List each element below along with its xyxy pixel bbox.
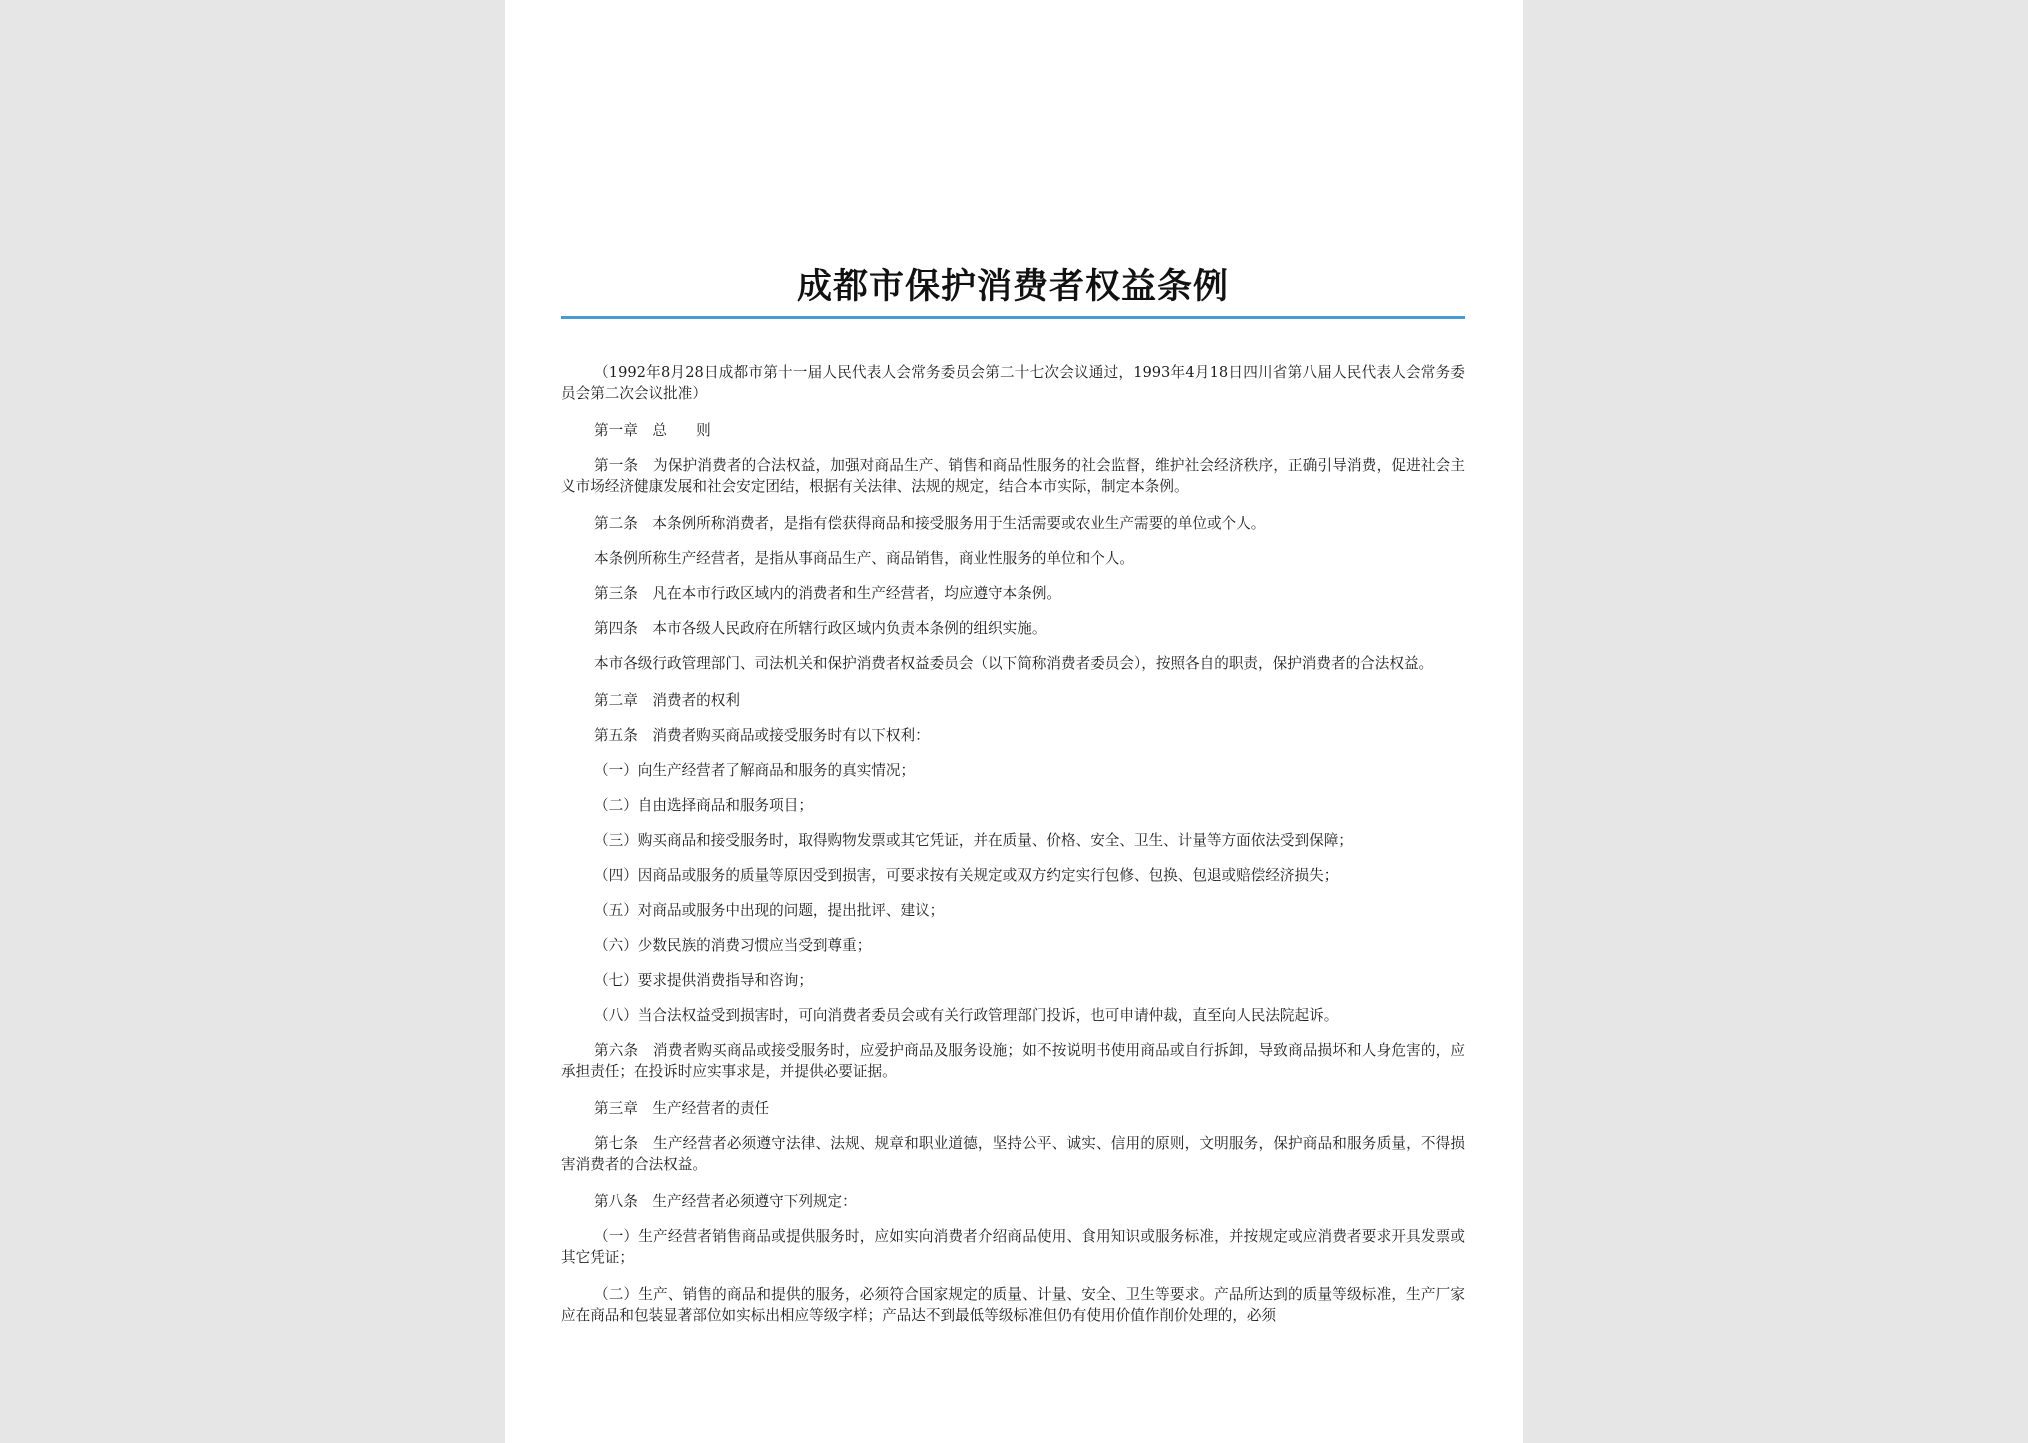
list-item: （三）购买商品和接受服务时，取得购物发票或其它凭证，并在质量、价格、安全、卫生、计量等方面依法受到保障； xyxy=(594,832,1353,849)
list-item: （二）自由选择商品和服务项目； xyxy=(594,797,813,814)
chapter-heading: 第一章 总 则 xyxy=(594,422,711,439)
article-paragraph: 第一条 为保护消费者的合法权益，加强对商品生产、销售和商品性服务的社会监督，维护社会经济秩序，正确引导消费，促进社会主义市场经济健康发展和社会安定团结，根据有关法律、法规的规定，结合本市实际，制定本条例。 xyxy=(561,457,1465,495)
adoption-note: （1992年8月28日成都市第十一届人民代表人会常务委员会第二十七次会议通过，1993年4月18日四川省第八届人民代表人会常务委员会第二次会议批准） xyxy=(561,364,1465,402)
list-item: （一）向生产经营者了解商品和服务的真实情况； xyxy=(594,762,916,779)
chapter-heading: 第三章 生产经营者的责任 xyxy=(594,1100,770,1117)
title-underline xyxy=(561,316,1465,319)
article-paragraph: 第三条 凡在本市行政区域内的消费者和生产经营者，均应遵守本条例。 xyxy=(594,585,1062,602)
list-item: （四）因商品或服务的质量等原因受到损害，可要求按有关规定或双方约定实行包修、包换、包退或赔偿经济损失； xyxy=(594,867,1339,884)
document-body xyxy=(561,362,1465,1342)
document-title: 成都市保护消费者权益条例 xyxy=(796,267,1229,307)
list-item: （五）对商品或服务中出现的问题，提出批评、建议； xyxy=(594,902,945,919)
article-paragraph: 本市各级行政管理部门、司法机关和保护消费者权益委员会（以下简称消费者委员会），按照各自的职责，保护消费者的合法权益。 xyxy=(594,655,1434,672)
chapter-heading: 第二章 消费者的权利 xyxy=(594,692,740,709)
article-paragraph: 第八条 生产经营者必须遵守下列规定： xyxy=(594,1193,857,1210)
list-item: （七）要求提供消费指导和咨询； xyxy=(594,972,813,989)
list-item: （六）少数民族的消费习惯应当受到尊重； xyxy=(594,937,872,954)
article-paragraph: 第四条 本市各级人民政府在所辖行政区域内负责本条例的组织实施。 xyxy=(594,620,1047,637)
article-paragraph: 第二条 本条例所称消费者，是指有偿获得商品和接受服务用于生活需要或农业生产需要的单位或个人。 xyxy=(594,515,1266,532)
article-paragraph: 第七条 生产经营者必须遵守法律、法规、规章和职业道德，坚持公平、诚实、信用的原则，文明服务，保护商品和服务质量，不得损害消费者的合法权益。 xyxy=(561,1135,1465,1173)
list-item: （一）生产经营者销售商品或提供服务时，应如实向消费者介绍商品使用、食用知识或服务标准，并按规定或应消费者要求开具发票或其它凭证； xyxy=(561,1228,1465,1266)
list-item: （二）生产、销售的商品和提供的服务，必须符合国家规定的质量、计量、安全、卫生等要求。产品所达到的质量等级标准，生产厂家应在商品和包装显著部位如实标出相应等级字样；产品达不到最低等级标准但仍有使用价值作削价处理的，必须 xyxy=(561,1286,1465,1324)
article-paragraph: 第六条 消费者购买商品或接受服务时，应爱护商品及服务设施；如不按说明书使用商品或自行拆卸，导致商品损坏和人身危害的，应承担责任；在投诉时应实事求是，并提供必要证据。 xyxy=(561,1042,1465,1080)
article-paragraph: 第五条 消费者购买商品或接受服务时有以下权利： xyxy=(594,727,930,744)
document-page xyxy=(505,0,1523,1443)
list-item: （八）当合法权益受到损害时，可向消费者委员会或有关行政管理部门投诉，也可申请仲裁，直至向人民法院起诉。 xyxy=(594,1007,1339,1024)
article-paragraph: 本条例所称生产经营者，是指从事商品生产、商品销售，商业性服务的单位和个人。 xyxy=(594,550,1134,567)
